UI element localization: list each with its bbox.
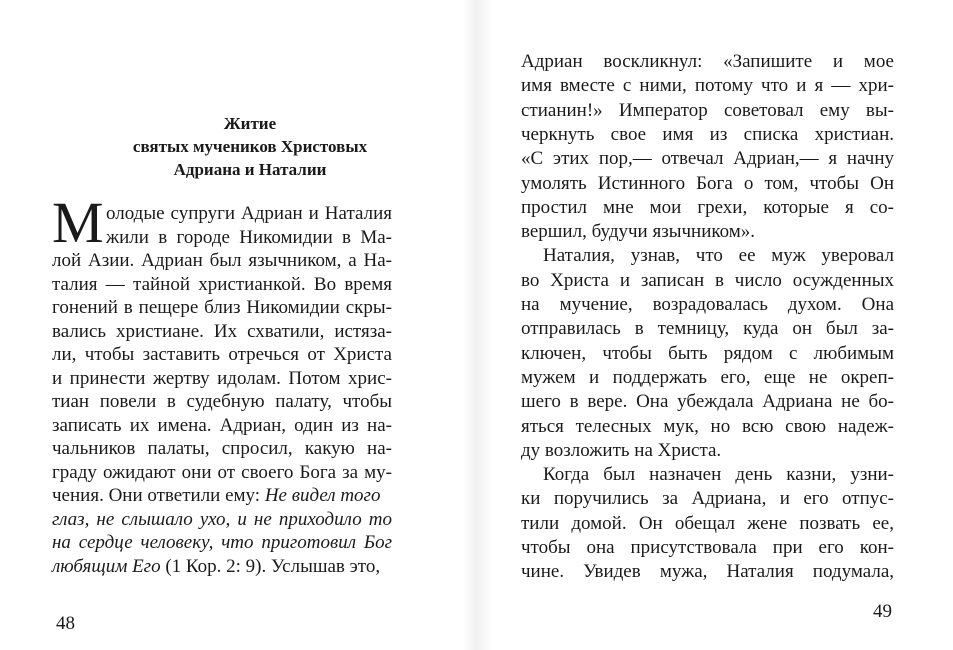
text-line: Наталия, узнав, что ее муж уверовал xyxy=(543,245,894,267)
drop-cap: М xyxy=(52,190,104,255)
text-line: ли, чтобы заставить отречься от Христа xyxy=(52,344,392,365)
page-number: 49 xyxy=(873,601,892,622)
text-line: мужем и поддержать его, еще не окреп- xyxy=(521,366,894,388)
text-line: и принести жертву идолам. Потом хрис- xyxy=(52,367,392,389)
text-line: Когда был назначен день казни, узни- xyxy=(543,464,894,486)
title-line-2: святых мучеников Христовых xyxy=(132,137,368,156)
text-line: талия — тайной христианкой. Во время xyxy=(52,273,392,295)
text-line: на мучение, возрадовалась духом. Она xyxy=(521,294,894,315)
text-line: шего в вере. Она убеждала Адриана не бо- xyxy=(521,391,894,413)
title-line-3: Адриана и Наталии xyxy=(173,160,327,179)
text-line: чтобы она присутствовала при его кон- xyxy=(521,537,894,558)
text-span: (1 Кор. 2: 9). Услышав это, xyxy=(160,555,381,577)
text-line: жили в городе Никомидии в Ма- xyxy=(106,226,392,248)
text-line: стианин!» Император советовал ему вы- xyxy=(521,99,894,121)
text-line: лой Азии. Адриан был язычником, а На- xyxy=(52,250,392,271)
page-number: 48 xyxy=(56,613,75,634)
italic-span: любящим Его xyxy=(52,555,161,577)
text-line: яться телесных мук, но всю свою надеж- xyxy=(521,415,894,437)
text-line: во Христа и записан в число осужденных xyxy=(521,269,894,291)
text-line: «С этих пор,— отвечал Адриан,— я начну xyxy=(521,148,894,170)
text-line: простил мне мои грехи, которые я со- xyxy=(521,196,894,218)
text-line: записать их имена. Адриан, один из на- xyxy=(52,414,392,436)
text-line: отправилась в темницу, куда он был за- xyxy=(521,318,894,340)
italic-span: на сердце человеку, что приготовил Бог xyxy=(52,532,392,553)
italic-text-line xyxy=(52,531,392,554)
italic-span: глаз, не слышало ухо, и не приходило то xyxy=(52,508,392,530)
text-line: имя вместе с ними, потому что и я — хри- xyxy=(521,75,894,97)
text-line xyxy=(52,555,392,578)
text-span: чения. Они ответили ему: xyxy=(52,485,265,506)
text-line: черкнуть свое имя из списка христиан. xyxy=(521,123,894,145)
text-line: вались христиане. Их схватили, истяза- xyxy=(52,320,392,342)
text-line: граду ожидают они от своего Бога за му- xyxy=(52,461,392,483)
text-line: гонений в пещере близ Никомидии скры- xyxy=(52,297,392,318)
text-line: умолять Истинного Бога о том, чтобы Он xyxy=(521,172,894,194)
text-line: ду возложить на Христа. xyxy=(521,439,722,461)
text-line: олодые супруги Адриан и Наталия xyxy=(106,203,392,224)
italic-span: Не видел того xyxy=(264,485,381,506)
text-line: ки поручились за Адриана, и его отпус- xyxy=(521,488,894,510)
text-line xyxy=(52,484,392,507)
text-line: чальников палаты, спросил, какую на- xyxy=(52,438,392,459)
italic-text-line xyxy=(52,508,392,531)
text-line: чине. Увидев мужа, Наталия подумала, xyxy=(521,561,894,583)
text-line: тили домой. Он обещал жене позвать ее, xyxy=(521,512,894,534)
text-line: Адриан воскликнул: «Запишите и мое xyxy=(521,51,894,72)
title-line-1: Житие xyxy=(223,114,277,133)
chapter-title xyxy=(100,112,400,181)
text-line: тиан повели в судебную палату, чтобы xyxy=(52,391,392,412)
book-gutter xyxy=(462,0,492,650)
text-line: ключен, чтобы быть рядом с любимым xyxy=(521,342,894,364)
text-line: вершил, будучи язычником». xyxy=(521,221,756,243)
